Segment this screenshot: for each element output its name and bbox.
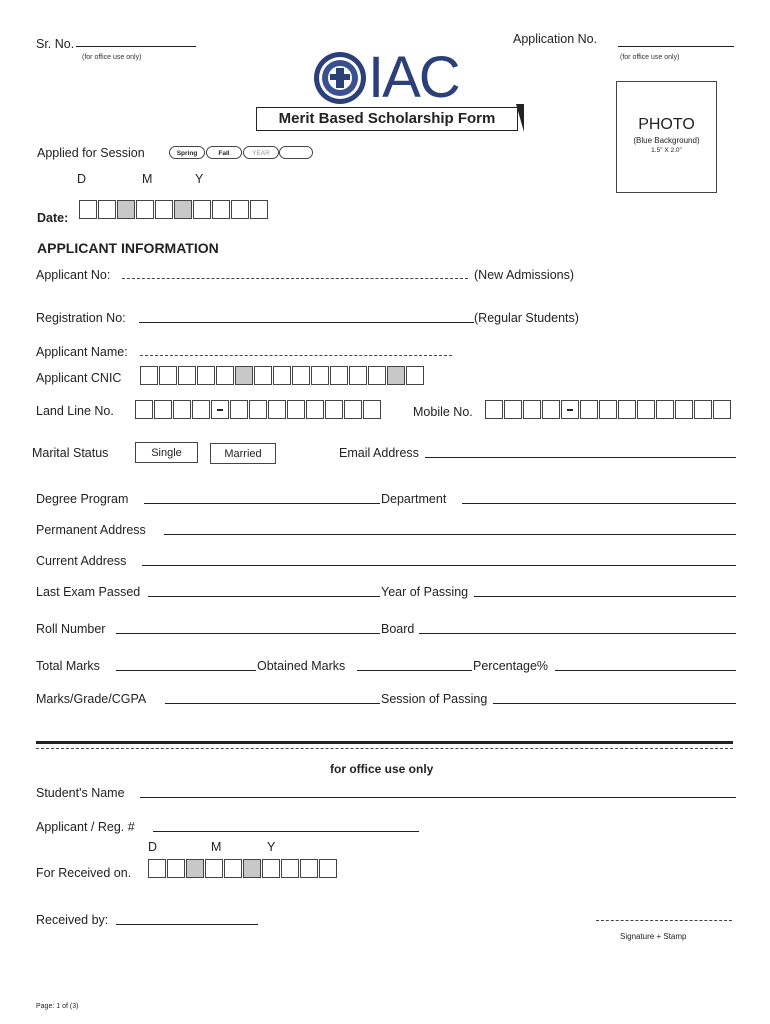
digit-box[interactable] [173,400,191,419]
digit-box[interactable] [292,366,310,385]
digit-box[interactable] [79,200,97,219]
digit-box[interactable] [542,400,560,419]
digit-box[interactable] [98,200,116,219]
digit-box[interactable] [205,859,223,878]
digit-box[interactable] [268,400,286,419]
total-marks-label: Total Marks [36,659,100,673]
mobile-boxes[interactable] [485,400,732,419]
photo-title: PHOTO [638,116,695,133]
landline-boxes[interactable] [135,400,382,419]
received-y-label: Y [267,840,276,854]
received-by-label: Received by: [36,913,109,927]
student-name-field[interactable] [140,797,736,798]
date-y-label: Y [195,172,204,186]
year-passing-label: Year of Passing [381,585,469,599]
digit-box[interactable] [675,400,693,419]
digit-box[interactable] [330,366,348,385]
received-m-label: M [211,840,222,854]
percentage-label: Percentage% [473,659,549,673]
received-on-boxes[interactable] [148,859,338,878]
digit-box[interactable] [192,400,210,419]
digit-box[interactable] [363,400,381,419]
digit-box[interactable] [306,400,324,419]
digit-box[interactable] [154,400,172,419]
session-passing-field[interactable] [493,703,736,704]
digit-box[interactable] [178,366,196,385]
sr-no-label: Sr. No. [36,37,75,51]
session-year-option[interactable]: YEAR [243,146,279,159]
digit-box[interactable] [250,200,268,219]
date-d-label: D [77,172,87,186]
photo-size: 1.5" X 2.0" [651,147,682,154]
department-field[interactable] [462,503,736,504]
digit-box[interactable] [249,400,267,419]
digit-box[interactable] [281,859,299,878]
title-shadow-corner [516,104,524,132]
section-separator [36,741,733,744]
last-exam-field[interactable] [148,596,380,597]
signature-stamp-label: Signature + Stamp [620,932,687,941]
digit-box[interactable] [231,200,249,219]
digit-box[interactable] [637,400,655,419]
mobile-label: Mobile No. [413,405,473,419]
marks-grade-label: Marks/Grade/CGPA [36,692,147,706]
office-use-heading: for office use only [330,762,434,776]
marital-married-option[interactable]: Married [210,443,276,464]
digit-box[interactable] [193,200,211,219]
digit-box[interactable] [349,366,367,385]
applicant-name-field[interactable] [140,355,452,356]
session-spring-option[interactable]: Spring [169,146,205,159]
session-fall-option[interactable]: Fall [206,146,242,159]
application-no-label: Application No. [513,32,598,46]
digit-box[interactable] [287,400,305,419]
application-no-note: (for office use only) [620,54,680,61]
digit-box[interactable] [230,400,248,419]
digit-box[interactable] [117,200,135,219]
digit-box[interactable] [186,859,204,878]
date-label: Date: [37,211,69,225]
applicant-no-label: Applicant No: [36,268,111,282]
photo-box[interactable] [616,81,717,193]
form-title: Merit Based Scholarship Form [278,110,496,127]
roll-number-field[interactable] [116,633,380,634]
digit-box[interactable] [235,366,253,385]
digit-box[interactable] [713,400,731,419]
digit-box[interactable] [140,366,158,385]
digit-box[interactable] [212,200,230,219]
digit-box[interactable] [224,859,242,878]
date-m-label: M [142,172,153,186]
iac-seal-logo [310,50,370,106]
digit-box[interactable] [197,366,215,385]
marital-single-option[interactable]: Single [135,442,198,463]
registration-no-field[interactable] [139,322,474,323]
session-label: Applied for Session [37,146,145,160]
date-boxes[interactable] [79,200,269,219]
digit-box[interactable] [656,400,674,419]
student-name-label: Student's Name [36,786,125,800]
digit-box[interactable] [300,859,318,878]
digit-box[interactable] [262,859,280,878]
applicant-no-note: (New Admissions) [474,268,575,282]
cnic-boxes[interactable] [140,366,425,385]
photo-note: (Blue Background) [633,136,700,145]
roll-number-label: Roll Number [36,622,106,636]
session-blank-option[interactable] [279,146,313,159]
landline-label: Land Line No. [36,404,114,418]
digit-box[interactable] [406,366,424,385]
degree-program-label: Degree Program [36,492,129,506]
digit-box[interactable] [618,400,636,419]
digit-box[interactable] [135,400,153,419]
board-field[interactable] [419,633,736,634]
digit-box[interactable] [325,400,343,419]
year-passing-field[interactable] [474,596,736,597]
total-marks-field[interactable] [116,670,256,671]
session-passing-label: Session of Passing [381,692,488,706]
registration-no-label: Registration No: [36,311,126,325]
cnic-label: Applicant CNIC [36,371,122,385]
applicant-no-field[interactable] [122,278,468,279]
digit-box[interactable] [387,366,405,385]
applicant-info-heading: APPLICANT INFORMATION [37,240,219,256]
marital-status-label: Marital Status [32,446,109,460]
application-no-field[interactable] [618,46,734,47]
digit-box[interactable] [694,400,712,419]
percentage-field[interactable] [555,670,736,671]
digit-box[interactable] [485,400,503,419]
permanent-address-field[interactable] [164,534,736,535]
digit-box[interactable] [167,859,185,878]
cut-line [36,748,733,749]
received-on-label: For Received on. [36,866,132,880]
obtained-marks-field[interactable] [357,670,472,671]
marks-grade-field[interactable] [165,703,380,704]
board-label: Board [381,622,415,636]
department-label: Department [381,492,447,506]
digit-box[interactable] [216,366,234,385]
iac-logo-text: IAC [368,45,459,110]
applicant-reg-label: Applicant / Reg. # [36,820,135,834]
digit-box[interactable] [254,366,272,385]
digit-box[interactable] [159,366,177,385]
digit-box[interactable] [580,400,598,419]
digit-box[interactable] [599,400,617,419]
applicant-reg-field[interactable] [153,831,419,832]
sr-no-field[interactable] [76,46,196,47]
registration-no-note: (Regular Students) [474,311,579,325]
digit-box[interactable] [319,859,337,878]
applicant-name-label: Applicant Name: [36,345,128,359]
email-field[interactable] [425,457,736,458]
current-address-label: Current Address [36,554,127,568]
degree-program-field[interactable] [144,503,380,504]
current-address-field[interactable] [142,565,736,566]
digit-box[interactable] [136,200,154,219]
permanent-address-label: Permanent Address [36,523,146,537]
email-label: Email Address [339,446,419,460]
last-exam-label: Last Exam Passed [36,585,141,599]
digit-box[interactable] [174,200,192,219]
sr-no-note: (for office use only) [82,54,142,61]
obtained-marks-label: Obtained Marks [257,659,346,673]
received-d-label: D [148,840,158,854]
digit-box[interactable] [211,400,229,419]
digit-box[interactable] [155,200,173,219]
digit-box[interactable] [504,400,522,419]
digit-box[interactable] [311,366,329,385]
digit-box[interactable] [148,859,166,878]
signature-line[interactable] [596,920,732,921]
digit-box[interactable] [368,366,386,385]
received-by-field[interactable] [116,924,258,925]
digit-box[interactable] [561,400,579,419]
form-title-box [256,107,518,131]
digit-box[interactable] [523,400,541,419]
digit-box[interactable] [243,859,261,878]
digit-box[interactable] [344,400,362,419]
page-number: Page: 1 of (3) [36,1003,79,1010]
digit-box[interactable] [273,366,291,385]
